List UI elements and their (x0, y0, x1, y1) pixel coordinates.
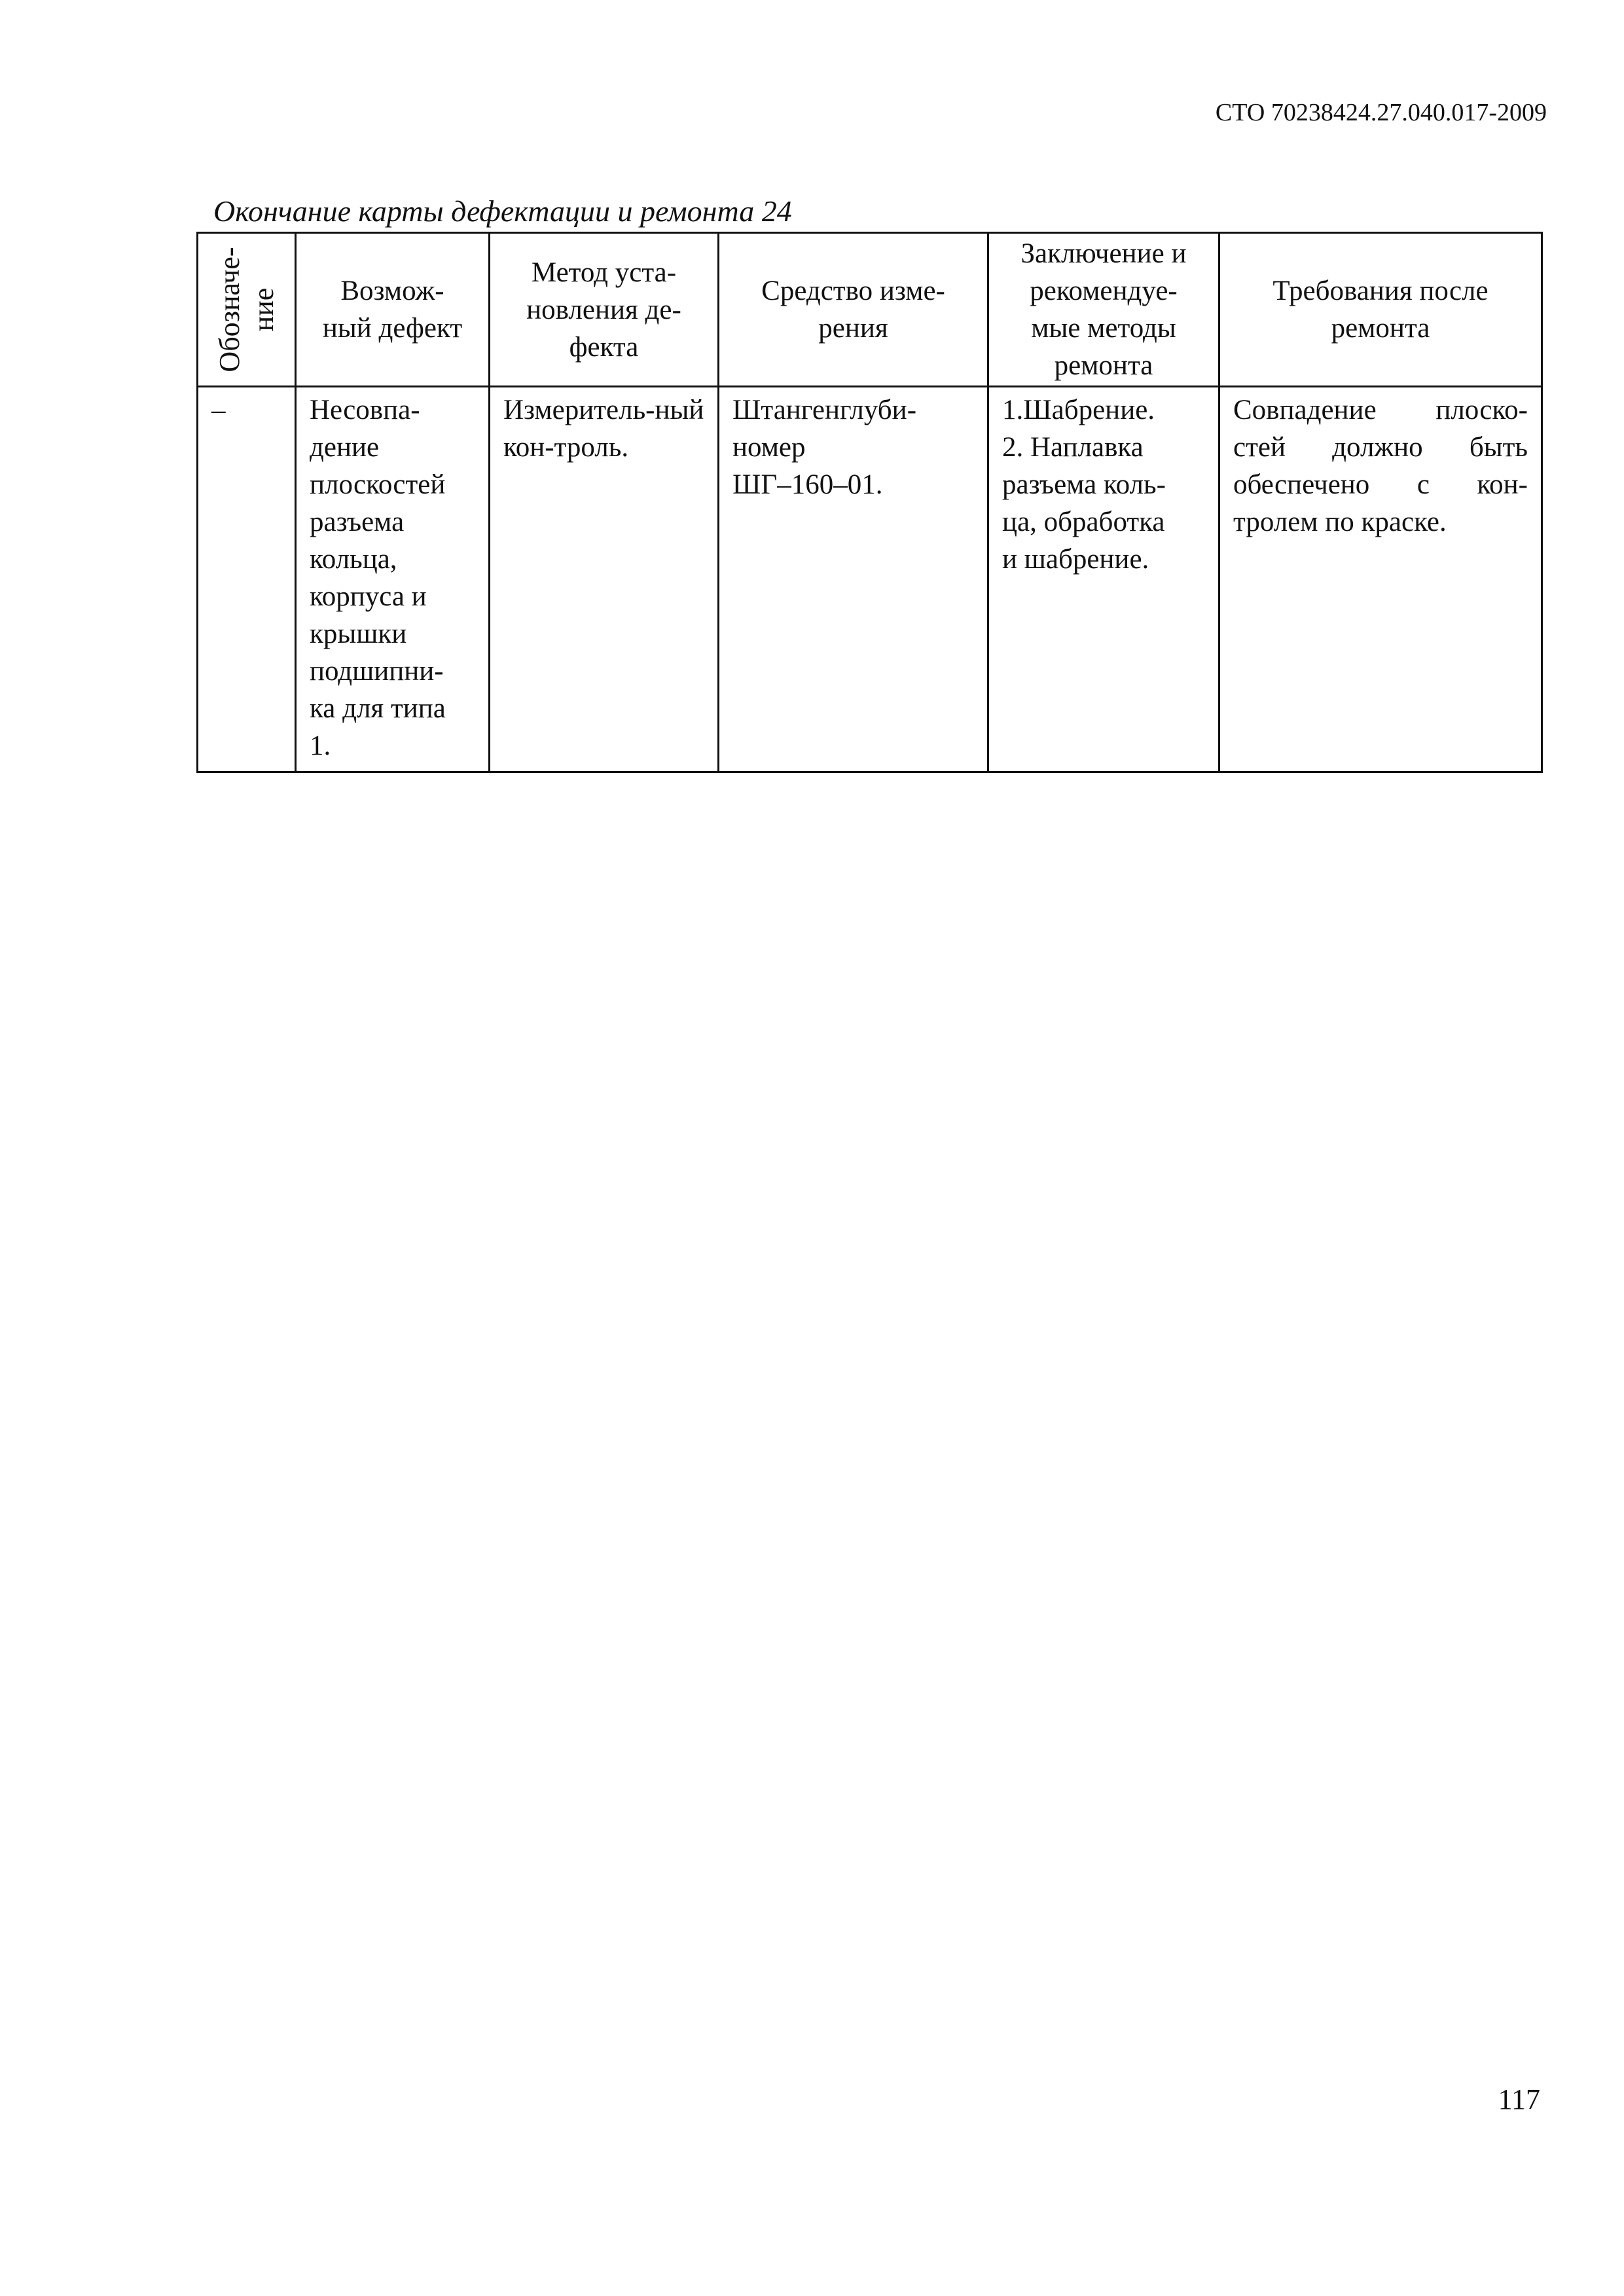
table-header (198, 233, 1542, 387)
cell-method: Измеритель-ный кон-троль. (490, 387, 719, 772)
cell-defect: Несовпа- дение плоскостей разъема кольца, корпуса и крышки подшипни- ка для типа 1. (296, 387, 490, 772)
table-caption: Окончание карты дефектации и ремонта 24 (213, 194, 792, 228)
cell-designation: – (198, 387, 296, 772)
cell-instrument: Штангенглуби- номер ШГ–160–01. (719, 387, 988, 772)
column-header-defect: Возмож- ный дефект (296, 233, 490, 387)
header-row (198, 233, 1542, 387)
column-header-instrument: Средство изме- рения (719, 233, 988, 387)
column-header-requirements: Требования после ремонта (1219, 233, 1542, 387)
cell-repair: 1.Шабрение. 2. Наплавка разъема коль- ца, обработка и шабрение. (988, 387, 1219, 772)
page-number: 117 (1498, 2083, 1540, 2115)
defect-repair-table (196, 232, 1543, 773)
column-header-designation (198, 233, 296, 387)
table-row (198, 387, 1542, 772)
column-header-repair: Заключение и рекомендуе- мые методы ремонта (988, 233, 1219, 387)
table-body (198, 387, 1542, 772)
cell-requirements: Совпадение плоско-стей должно быть обеспечено с кон-тролем по краске. (1219, 387, 1542, 772)
column-header-designation-text: Обозначе- ние (213, 247, 280, 372)
column-header-method: Метод уста- новления де- фекта (490, 233, 719, 387)
document-code: СТО 70238424.27.040.017-2009 (1215, 99, 1547, 126)
